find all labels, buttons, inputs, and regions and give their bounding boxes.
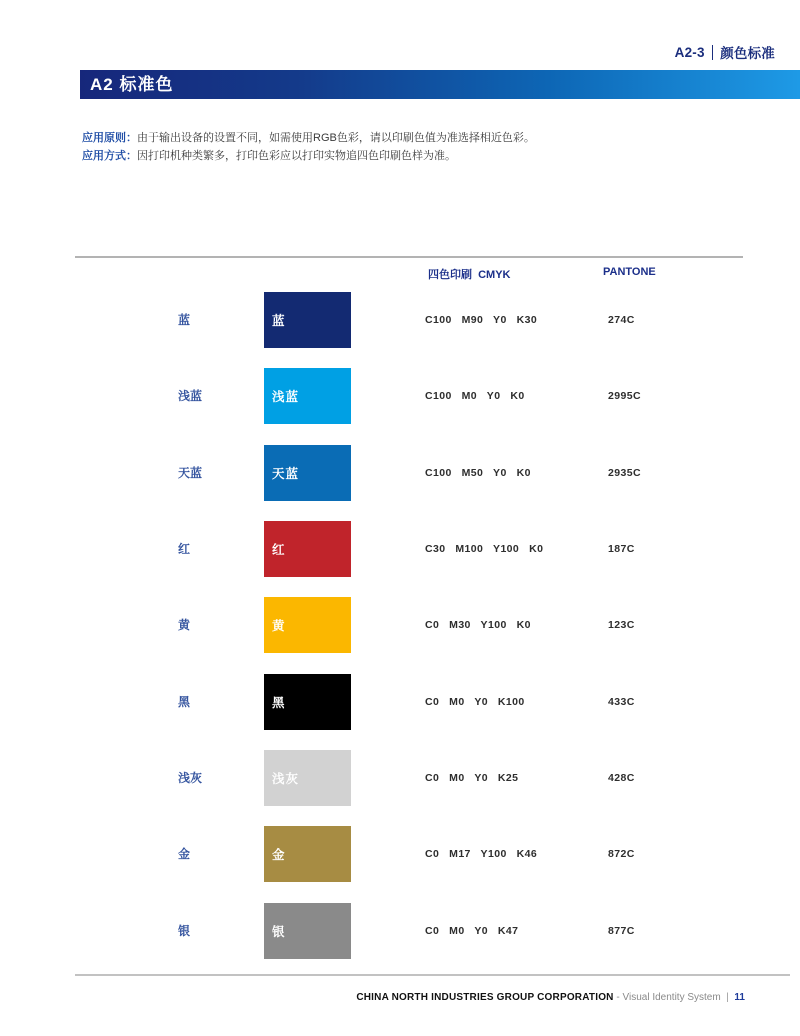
cmyk-value: C30 M100 Y100 K0: [425, 543, 544, 555]
swatch-inner-label: 银: [272, 925, 286, 939]
pantone-value: 187C: [608, 543, 635, 555]
footer-company: CHINA NORTH INDUSTRIES GROUP CORPORATION: [356, 992, 614, 1003]
section-title-bar: [80, 70, 800, 99]
swatch-inner-label: 黄: [272, 619, 286, 633]
color-row-gold: [0, 826, 800, 882]
footer-page-number: 11: [734, 992, 745, 1003]
color-row-light-gray: [0, 750, 800, 806]
cmyk-value: C100 M50 Y0 K0: [425, 467, 531, 479]
color-swatch: [264, 903, 351, 959]
cmyk-value: C0 M17 Y100 K46: [425, 848, 538, 860]
color-swatch: [264, 445, 351, 501]
usage-method-label: 应用方式：: [82, 150, 137, 162]
usage-principle-line: [82, 129, 535, 147]
cmyk-value: C0 M0 Y0 K25: [425, 772, 519, 784]
color-name-label: 黄: [178, 618, 191, 632]
pantone-value: 2935C: [608, 467, 641, 479]
table-top-rule: [75, 256, 743, 258]
color-name-label: 蓝: [178, 313, 191, 327]
color-name-label: 浅蓝: [178, 389, 203, 403]
footer-system: - Visual Identity System: [613, 992, 721, 1003]
corner-tag-divider: [712, 45, 714, 60]
column-header-cmyk: 四色印刷 CMYK: [428, 269, 511, 281]
color-swatch: [264, 292, 351, 348]
usage-principle-label: 应用原则：: [82, 132, 137, 144]
color-row-yellow: [0, 597, 800, 653]
footer-separator: |: [720, 992, 735, 1003]
color-row-sky-blue: [0, 445, 800, 501]
swatch-inner-label: 红: [272, 543, 286, 557]
swatch-inner-label: 浅蓝: [272, 390, 300, 404]
cmyk-value: C0 M0 Y0 K100: [425, 696, 525, 708]
color-name-label: 浅灰: [178, 771, 203, 785]
swatch-inner-label: 蓝: [272, 314, 286, 328]
color-row-black: [0, 674, 800, 730]
color-row-blue: [0, 292, 800, 348]
color-name-label: 银: [178, 924, 191, 938]
pantone-value: 274C: [608, 314, 635, 326]
column-header-pantone: PANTONE: [603, 266, 656, 278]
cmyk-value: C100 M90 Y0 K30: [425, 314, 538, 326]
cmyk-value: C100 M0 Y0 K0: [425, 390, 525, 402]
color-name-label: 红: [178, 542, 191, 556]
usage-notes: [82, 129, 535, 165]
pantone-value: 428C: [608, 772, 635, 784]
color-name-label: 天蓝: [178, 466, 203, 480]
swatch-inner-label: 天蓝: [272, 467, 300, 481]
cmyk-value: C0 M0 Y0 K47: [425, 925, 519, 937]
color-name-label: 黑: [178, 695, 191, 709]
pantone-value: 872C: [608, 848, 635, 860]
pantone-value: 2995C: [608, 390, 641, 402]
usage-method-text: 因打印机种类繁多，打印色彩应以打印实物追四色印刷色样为准。: [137, 150, 456, 162]
corner-tag: [675, 42, 775, 62]
corner-tag-code: A2-3: [674, 44, 705, 60]
footer-rule: [75, 974, 790, 976]
color-swatch: [264, 368, 351, 424]
color-row-silver: [0, 903, 800, 959]
color-row-light-blue: [0, 368, 800, 424]
swatch-inner-label: 金: [272, 848, 286, 862]
color-row-red: [0, 521, 800, 577]
usage-method-line: [82, 147, 535, 165]
color-swatch: [264, 826, 351, 882]
color-swatch: [264, 597, 351, 653]
pantone-value: 433C: [608, 696, 635, 708]
section-title: A2 标准色: [90, 75, 174, 94]
color-swatch: [264, 674, 351, 730]
swatch-inner-label: 黑: [272, 696, 286, 710]
color-swatch: [264, 750, 351, 806]
color-swatch: [264, 521, 351, 577]
swatch-inner-label: 浅灰: [272, 772, 300, 786]
usage-principle-text: 由于输出设备的设置不同，如需使用RGB色彩，请以印刷色值为准选择相近色彩。: [137, 132, 535, 144]
pantone-value: 123C: [608, 619, 635, 631]
corner-tag-title: 颜色标准: [720, 46, 775, 61]
cmyk-value: C0 M30 Y100 K0: [425, 619, 531, 631]
footer: [345, 981, 745, 1014]
pantone-value: 877C: [608, 925, 635, 937]
color-name-label: 金: [178, 847, 191, 861]
